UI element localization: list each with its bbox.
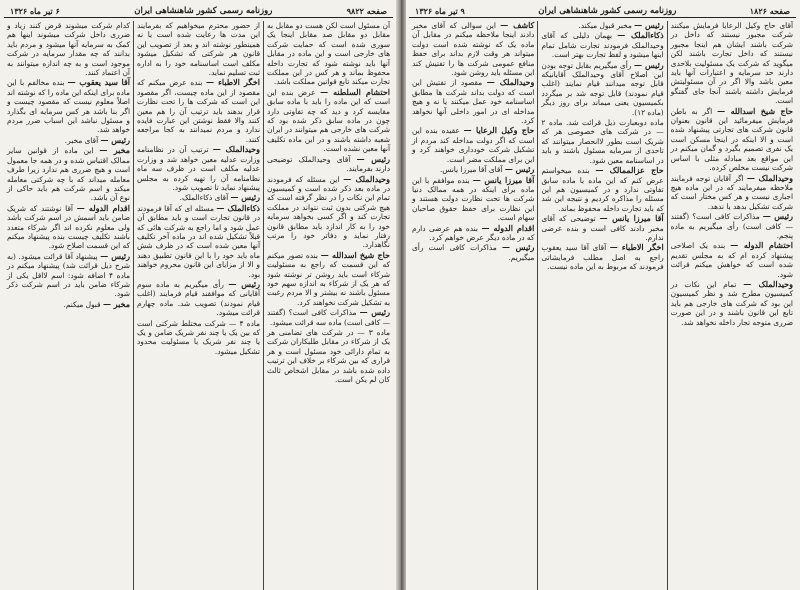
speaker-name: مخبر — (99, 145, 131, 156)
paragraph-text: آقا نوشتند که شریک ضامن باید اسمش در اسم شرکت باشد ولی معلوم نکرده اند اگر شرکاء متعدد باشند تکلیف چیست بنده پیشنهاد میکنم که این قسمت اصلاح شود. (7, 203, 130, 251)
speaker-name: وحیدالملک — (486, 77, 535, 88)
speech-paragraph (671, 174, 793, 212)
paragraph-text: این مسئله که فرمودند در ماده بعد ذکر شده است و کمیسیون تمام این نکات را در نظر گرفته است که هیچ شرکتی بدون ثبت نتواند در مملکت تجارت کند و اگر کسی بخواهد سرمایه خود را به کار اندازد باید مطابق قانون رفتار نماید و دفاتر خود را مرتب نگاهدارد. (267, 174, 390, 250)
speaker-name: اخگر الاطباء — (206, 77, 260, 88)
paragraph-text: قبول میکنم. (63, 299, 101, 309)
page-left (0, 0, 397, 590)
page-header (4, 4, 393, 18)
speech-paragraph (137, 78, 260, 144)
speech-paragraph (412, 21, 534, 77)
paragraph-text: مذاکرات کافی است؟ (گفتند — کافی است) ماده سه قرائت میشود. (267, 308, 390, 327)
speech-paragraph (267, 175, 390, 250)
paragraph-text: آقای حاج وکیل الرعایا فرمایش میکنند شرکت مجبور نیستند که داخل در شرکت باشند ایشان هم اینجا مجبور نیستند که داخل تجارت باشند لکن میگوید که شرکت یک مسئولیت بلاحدی دارند حد سرمایه و اعتبارات آنها باید معین باشد والا اگر در آن مسئولیتش فرمایش داشته باشند آنجا جای گفتگو است. (670, 21, 793, 106)
speaker-name: اقدام الدوله — (76, 202, 130, 213)
paragraph-text: بنده مخالفم با این ماده برای اینکه این ماده را که نوشته اند اصلاً معلوم نیست که مقصود چیست و اگر بنا باشد هر کس سرمایه ای بگذارد و مسئول نباشد این اسباب ضرر مردم خواهد شد. (7, 78, 130, 135)
speaker-name: رئیس — (100, 250, 130, 261)
speaker-name: رئیس — (762, 211, 793, 222)
paragraph-text: آقای مخبر. (64, 135, 99, 145)
speaker-name: وحیدالملک — (743, 278, 793, 289)
paragraph-text: بنده میخواستم عرض کنم که این ماده با ماده سابق تفاوتی ندارد و در کمیسیون هم این مسئله را مذاکره کردیم و نتیجه این شد که باید تجارت داخله محفوظ بماند. (541, 166, 664, 213)
text-column (409, 21, 538, 590)
speaker-name: حاج شیخ اسدالله — (320, 249, 390, 260)
speaker-name: حاج شیخ اسدالله — (717, 105, 793, 116)
speaker-name: اقدام الدوله — (481, 222, 535, 233)
speech-paragraph (671, 107, 793, 173)
speaker-name: احتشام الدوله — (730, 240, 793, 251)
speech-paragraph (137, 145, 260, 192)
speech-paragraph (7, 252, 130, 299)
paragraph-text: بنده تصور میکنم که این قسمت که راجع به مسئولیت شرکاء است باید روشن تر نوشته شود که هر یک از شرکاء به اندازه سهم خود مسئول باشند نه بیشتر و الا مردم رغبت به تشکیل شرکت نخواهند کرد. (267, 250, 390, 307)
speech-paragraph (541, 21, 663, 30)
speech-paragraph (267, 328, 390, 384)
paragraph-text: بنده عرض میکنم که مقصود از این ماده چیست، اگر مقصود این است که شرکت ها را تحت نظارت قرار بدهند باید ترتیب آن را هم معین کنند والا فقط نوشتن این عبارت فایده ندارد و مردم نمیدانند به کجا مراجعه کنند. (137, 78, 260, 144)
paragraph-text: اگر آقایان توجه فرمایند ملاحظه میفرمایند که در این ماده هیچ اجباری نیست و هر کس مختار است که شرکت تشکیل بدهد یا ندهد. (670, 173, 793, 211)
speech-paragraph (267, 251, 390, 307)
speaker-name: کاشف — (500, 21, 535, 30)
text-column (4, 21, 134, 590)
paragraph-text: عقیده بنده این است که اگر دولت مداخله کند مردم از تشکیل شرکت خودداری خواهند کرد و این برای مملکت مضر است. (412, 126, 535, 164)
speech-paragraph (412, 78, 534, 125)
speech-paragraph (137, 193, 260, 202)
text-column (668, 21, 796, 590)
speech-paragraph (267, 155, 390, 174)
speaker-name: رئیس — (504, 164, 535, 175)
speech-paragraph (412, 126, 534, 164)
speech-paragraph (412, 243, 534, 262)
page-right (405, 0, 800, 590)
speech-paragraph (412, 176, 534, 223)
speech-paragraph (267, 308, 390, 327)
speaker-name: وحیدالملک — (343, 173, 390, 184)
speaker-name: اخگر الاطباء — (609, 242, 664, 253)
speaker-name: آقا میرزا یانس — (599, 213, 664, 224)
paragraph-text: عرض بنده این است که این ماده را باید با ماده سابق مقایسه کرد و دید که چه تفاوتی دارد چون در ماده سابق ذکر شده بود که شرکت های خارجی هم میتوانند در ایران شعبه داشته باشند و در این ماده تکلیف آنها معین نشده است. (267, 87, 390, 154)
page-number: صفحه ۹۸۲۲ (346, 5, 387, 16)
speaker-name: رئیس — (100, 134, 130, 145)
speaker-name: مخبر — (102, 298, 130, 309)
speaker-name: ذکاءالملک — (216, 202, 260, 213)
speaker-name: رئیس — (359, 307, 390, 318)
speech-paragraph (541, 61, 663, 117)
paragraph-text: تمام این نکات در کمیسیون مطرح شد و نظر کمیسیون این بود که شرکت های خارجی هم باید تابع این قانون باشند و در این صورت ضرری متوجه تجار داخله نخواهد شد. (670, 279, 793, 327)
paragraph-text: ماده ۳ — در شرکت های تضامنی هر یک از شرکاء در مقابل طلبکاران شرکت به تمام دارائی خود مسئول است و هر قراری که بین شرکاء بر خلاف این ترتیب داده شده باشد در مقابل اشخاص ثالث کان لم یکن است. (267, 328, 390, 385)
speaker-name: رئیس — (633, 59, 664, 70)
paragraph-text: توضیحی که آقای مخبر دادند کافی است و بنده عرضی ندارم. (541, 214, 664, 242)
speech-paragraph (267, 88, 390, 154)
speech-paragraph (7, 78, 130, 134)
speaker-name: آقا سید یعقوب — (67, 77, 131, 88)
speech-paragraph (7, 136, 130, 145)
paragraph-text: ترتیب آن در نظامنامه وزارت عدلیه معین خواهد شد و وزارت عدلیه مکلف است در ظرف سه ماه نظامنامه آن را تهیه کرده به مجلس پیشنهاد نماید تا تصویب شود. (137, 145, 260, 192)
paragraph-text: رأی میگیریم بقابل توجه بودن این اصلاح آقای وحیدالملک آقایانیکه قابل توجه میدانند قیام نمایند (اغلب قیام نمودند) قابل توجه شد بر میگردد بکمیسیون یعنی میماند برای روز دیگر (ماده ۱۲). (541, 60, 664, 117)
speech-paragraph (137, 280, 260, 318)
speech-paragraph (671, 280, 793, 327)
paragraph-text: آقای وحیدالملک توضیحی دارند بفرمایند. (267, 154, 390, 174)
paragraph-text: مذاکرات کافی است؟ (گفتند — کافی است) رأی میگیریم به ماده پنجم. (670, 212, 793, 240)
speech-paragraph (541, 214, 663, 242)
speech-paragraph (7, 21, 130, 77)
speech-paragraph (7, 300, 130, 309)
paragraph-text: پیشنهاد آقا قرائت میشود. (به شرح ذیل قرائت شد) پیشنهاد میکنم در ماده ۴ اضافه شود: اسم لااقل یکی از شرکاء ضامن باید در اسم شرکت ذکر شود. (7, 251, 130, 299)
speaker-name: آقا میرزا یانس — (472, 174, 535, 185)
speaker-name: رئیس — (230, 192, 260, 203)
speech-paragraph (137, 204, 260, 279)
speech-paragraph (671, 241, 793, 279)
speech-paragraph (541, 243, 663, 271)
paragraph-text: رأی میگیریم به ماده سوم آقایانی که موافقند قیام فرمایند (اغلب قیام نمودند) تصویب شد. ماده چهارم قرائت میشود. (137, 279, 260, 318)
text-column (264, 21, 393, 590)
speech-paragraph (7, 204, 130, 251)
newspaper-title: روزنامه رسمی کشور شاهنشاهی ایران (134, 5, 273, 16)
speaker-name: رئیس — (356, 153, 390, 164)
paragraph-text: بنده هم عرضی دارم که در ماده دیگر عرض خواهم کرد. (412, 223, 535, 242)
speaker-name: وحیدالملک — (746, 172, 793, 183)
speaker-name: وحیدالملک — (212, 144, 260, 155)
speaker-name: رئیس — (501, 242, 535, 253)
paragraph-text: کدام شرکت میشوند قرض کنند زیاد و ضرری داخل شرکت میشوند اینها هم کمک به سرمایه آنها میشود و مردم باید بدانند که چه مقدار سرمایه در شرکت موجود است و به چه اندازه میتوانند به آن اعتماد کنند. (7, 21, 130, 78)
speaker-name: احتشام السلطنه — (320, 86, 390, 97)
text-column (538, 21, 667, 590)
speech-paragraph (671, 21, 793, 106)
speaker-name: رئیس — (634, 21, 664, 30)
paragraph-text: از حضور محترم میخواهیم که بفرمایند این مدت ها رعایت شده است یا نه همینطور نوشته اند و بعد از تصویب این قانون هر شرکتی که تشکیل میشود مکلف است اساسنامه خود را به اداره ثبت تسلیم نماید. (137, 21, 260, 78)
paragraph-text: آقای آقا سید یعقوب راجع به اصل مطلب فرمایشاتی فرمودند که مربوط به این ماده نیست. (541, 243, 664, 272)
columns (4, 21, 393, 590)
paragraph-text: ماده دوبعبارت ذیل قرائت شد. ماده ۲ — در شرکت های خصوصی هر که شریک است بطور لاانحصار میتوانند که تاحدی از سرمایه مسئول باشند و باید در اساسنامه معین شود. (541, 118, 664, 165)
columns (409, 21, 796, 590)
speech-paragraph (7, 146, 130, 202)
paragraph-text: بنده موافقم با این ماده برای اینکه در همه ممالک دنیا شرکت ها تحت نظارت دولت هستند و این نظارت برای حفظ حقوق صاحبان سهام است. (412, 175, 535, 223)
paragraph-text: مقصود از تفتیش این است که دولت بداند شرکت ها مطابق اساسنامه خود عمل میکنند یا نه و هیچ مداخله ای در امور داخلی آنها نخواهد کرد. (412, 78, 535, 126)
paragraph-text: آن مسئول است لکن هست دو مقابل به مقابل دو مقابل صد مقابل اینجا یک سوری شده است که حمایت شرکت های خارجی است و این ماده در مقابل آنها باید نوشته شود که تجارت داخله محفوظ بماند و هر کس در این مملکت تجارت میکند تابع قوانین مملکت باشد. (267, 21, 390, 87)
paragraph-text: آقای ذکاءالملک. (179, 193, 229, 203)
speech-paragraph (412, 165, 534, 174)
paragraph-text: این ماده از قوانین سایر ممالک اقتباس شده و در همه جا معمول است و هیچ ضرری هم ندارد زیرا طرف معامله میداند که با چه شرکتی معامله میکند و اسم شرکت هم باید حاکی از نوع آن باشد. (7, 146, 130, 203)
page-gutter (396, 0, 406, 590)
speech-paragraph (137, 319, 260, 357)
speaker-name: حاج وکیل الرعایا — (463, 125, 535, 136)
paragraph-text: بنده یک اصلاحی پیشنهاد کرده ام که به مجلس تقدیم شده است که خواهش میکنم قرائت شود. (670, 241, 793, 279)
paragraph-text: مذاکرات کافی است رأی میگیریم. (412, 243, 535, 262)
paragraph-text: ماده ۴ — شرکت مختلط شرکتی است که بین یک یا چند نفر شریک ضامن و یک یا چند نفر شریک با مسئولیت محدود تشکیل میشود. (137, 318, 260, 356)
newspaper-title: روزنامه رسمی کشور شاهنشاهی ایران (538, 5, 677, 16)
paragraph-text: اگر به باطن فرمایش میفرمائید این قانون بعنوان قانون شرکت های تجارتی پیشنهاد شده است و الا اینکه در اینجا مسکن است یک نفری تصمیم بگیرد و گمان میکنم در این مواقع بعد مبادله مثلی با اساس شرکت نیست مخلص کرده. (670, 106, 793, 173)
speaker-name: حاج عزالممالک — (595, 165, 664, 176)
paragraph-text: این سوالی که آقای مخبر دادند اینجا ملاحظه میکنم در مقابل آن ماده یک که نوشته شده است دولت میتواند هر وقت لازم بداند برای حفظ منافع عمومی شرکت ها را تفتیش کند این مسئله باید روشن شود. (412, 21, 535, 78)
page-date: ۹ تیر ماه ۱۳۲۶ (415, 5, 465, 16)
paragraph-text: بهمان دلیلی که آقای وحیدالملک فرمودند تجارت شامل تمام اینها میشود و لفظ تجارت بهتر است. (541, 31, 664, 60)
speech-paragraph (267, 21, 390, 87)
page-number: صفحه ۱۸۲۶ (749, 5, 790, 16)
speech-paragraph (541, 31, 663, 59)
paragraph-text: مسئله ای که آقا فرمودند در قانون تجارت است و باید مطابق آن عمل شود و اما راجع به شرکت هائی که قبلاً تشکیل شده اند در ماده آخر تکلیف آنها معین شده است که در ظرف شش ماه باید خود را با این قانون تطبیق دهند و الا از مزایای این قانون محروم خواهند بود. (137, 203, 260, 279)
speaker-name: ذکاءالملک — (617, 30, 664, 41)
page-header (409, 4, 796, 18)
text-column (134, 21, 264, 590)
paragraph-text: آقای آقا میرزا یانس. (439, 165, 503, 175)
speaker-name: رئیس — (228, 278, 260, 289)
speech-paragraph (137, 21, 260, 77)
speech-paragraph (671, 212, 793, 240)
speech-paragraph (541, 166, 663, 213)
page-date: ۶ تیر ماه ۱۳۲۶ (10, 5, 60, 16)
speech-paragraph (541, 118, 663, 165)
speech-paragraph (412, 224, 534, 243)
paragraph-text: مخبر قبول میکند. (578, 21, 632, 30)
